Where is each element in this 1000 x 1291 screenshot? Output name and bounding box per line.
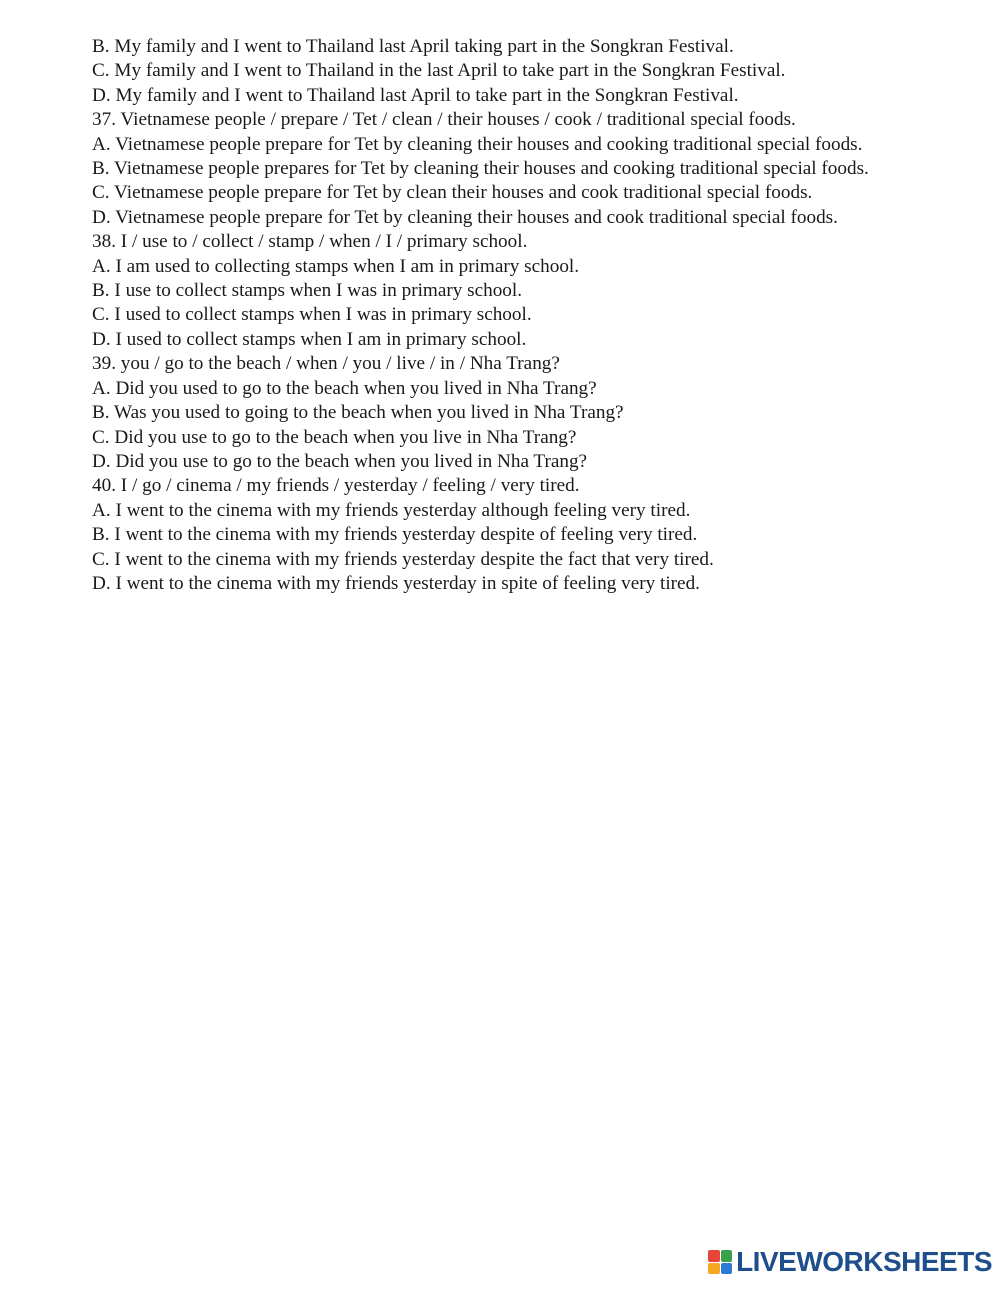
text-line: D. I used to collect stamps when I am in primary school. [92, 328, 527, 350]
logo-block-red [708, 1250, 720, 1262]
text-line: B. My family and I went to Thailand last April taking part in the Songkran Festival. [92, 36, 734, 57]
text-line: B. I use to collect stamps when I was in primary school. [92, 280, 523, 302]
text-line: B. Was you used to going to the beach when you lived in Nha Trang? [92, 402, 624, 424]
text-line: D. Did you use to go to the beach when you lived in Nha Trang? [92, 450, 588, 472]
logo-block-green [721, 1250, 733, 1262]
question-prompt: 37. Vietnamese people / prepare / Tet / clean / their houses / cook / traditional special foods. [92, 109, 796, 131]
text-line: B. I went to the cinema with my friends yesterday despite of feeling very tired. [92, 524, 698, 546]
logo-blocks-icon [708, 1250, 732, 1274]
question-prompt: 39. you / go to the beach / when / you / live / in / Nha Trang? [92, 353, 560, 375]
text-line: D. Vietnamese people prepare for Tet by cleaning their houses and cook traditional special foods. [92, 206, 838, 228]
logo-block-orange [708, 1263, 720, 1275]
text-line: A. Did you used to go to the beach when you lived in Nha Trang? [92, 377, 597, 399]
question-prompt: 38. I / use to / collect / stamp / when / I / primary school. [92, 231, 528, 253]
question-text-block [92, 35, 982, 596]
text-line: D. I went to the cinema with my friends yesterday in spite of feeling very tired. [92, 572, 700, 594]
text-line: C. Vietnamese people prepare for Tet by clean their houses and cook traditional special foods. [92, 182, 813, 204]
logo-block-blue [721, 1263, 733, 1275]
text-line: C. I used to collect stamps when I was in primary school. [92, 304, 532, 326]
liveworksheets-logo [708, 1247, 992, 1277]
text-line: A. I went to the cinema with my friends yesterday although feeling very tired. [92, 499, 691, 521]
text-line: A. I am used to collecting stamps when I am in primary school. [92, 255, 580, 277]
text-line: C. My family and I went to Thailand in the last April to take part in the Songkran Festival. [92, 60, 786, 82]
text-line: B. Vietnamese people prepares for Tet by cleaning their houses and cooking traditional special foods. [92, 158, 869, 180]
question-prompt: 40. I / go / cinema / my friends / yesterday / feeling / very tired. [92, 475, 580, 497]
text-line: C. Did you use to go to the beach when you live in Nha Trang? [92, 426, 577, 448]
text-line: D. My family and I went to Thailand last April to take part in the Songkran Festival. [92, 84, 739, 106]
text-line: A. Vietnamese people prepare for Tet by cleaning their houses and cooking traditional special foods. [92, 133, 863, 155]
logo-wordmark: LIVEWORKSHEETS [736, 1246, 992, 1277]
text-line: C. I went to the cinema with my friends yesterday despite the fact that very tired. [92, 548, 714, 570]
